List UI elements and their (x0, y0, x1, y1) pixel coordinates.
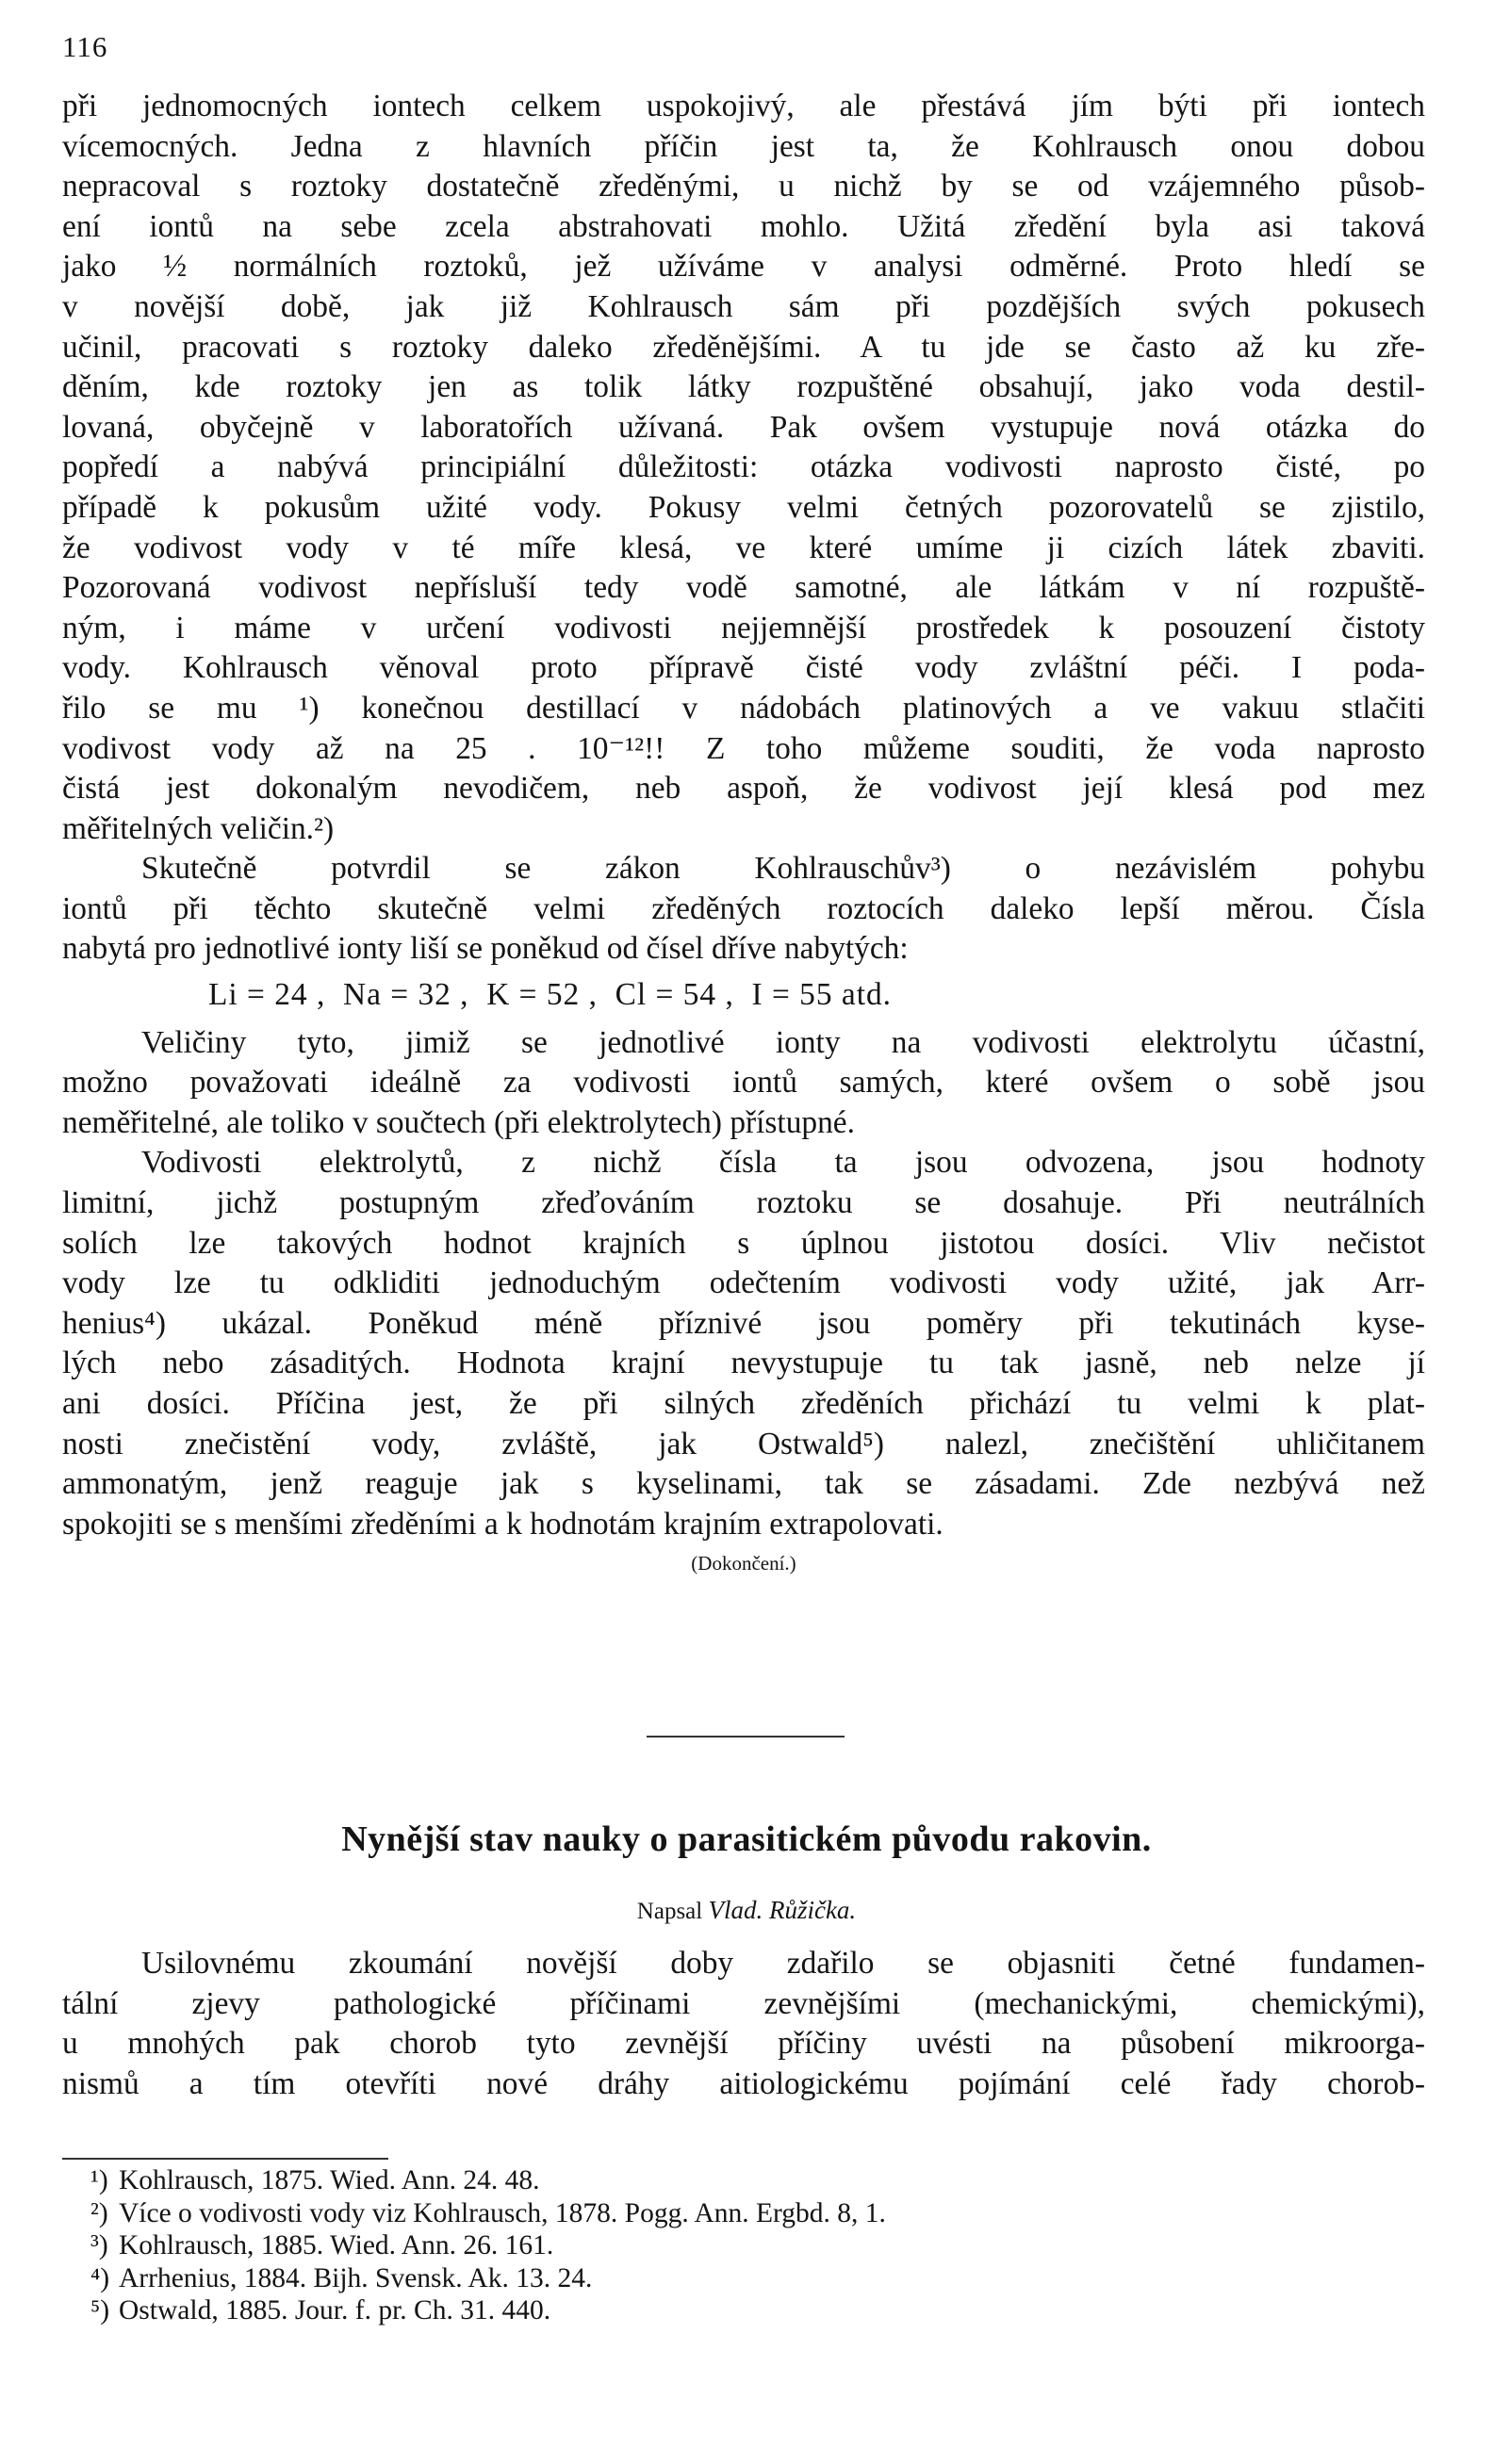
text-line: řilo se mu ¹) konečnou destillací v nádobách platinových a ve vakuu stlačiti (62, 690, 1425, 726)
text-line: ammonatým, jenž reaguje jak s kyselinami, tak se zásadami. Zde nezbývá než (62, 1466, 1425, 1502)
text-line: ani dosíci. Příčina jest, že při silných zředěních přichází tu velmi k plat- (62, 1386, 1425, 1421)
text-line: učinil, pracovati s roztoky daleko zředěnějšími. A tu jde se často až ku zře- (62, 329, 1425, 365)
text-line: nepracoval s roztoky dostatečně zředěnými, u nichž by se od vzájemného působ- (62, 169, 1425, 204)
byline-author: Vlad. Růžička. (708, 1896, 857, 1924)
footnote-marker: ³) (90, 2230, 108, 2260)
text-line: Vodivosti elektrolytů, z nichž čísla ta jsou odvozena, jsou hodnoty (141, 1145, 1425, 1181)
text-line: Veličiny tyto, jimiž se jednotlivé ionty na vodivosti elektrolytu účastní, (141, 1024, 1425, 1060)
text-line: v novější době, jak již Kohlrausch sám při pozdějších svých pokusech (62, 288, 1425, 324)
footnote-marker: ²) (90, 2197, 108, 2228)
footnote-text: Ostwald, 1885. Jour. f. pr. Ch. 31. 440. (119, 2295, 551, 2325)
text-line: spokojiti se s menšími zředěními a k hodnotám krajním extrapolovati. (62, 1506, 943, 1542)
text-line: případě k pokusům užité vody. Pokusy velmi četných pozorovatelů se zjistilo, (62, 489, 1425, 525)
section-divider (647, 1736, 845, 1738)
paragraph-3 (62, 1023, 1425, 1144)
text-line: u mnohých pak chorob tyto zevnější příčiny uvésti na působení mikroorga- (62, 2026, 1425, 2062)
text-line: při jednomocných iontech celkem uspokojivý, ale přestává jím býti při iontech (62, 89, 1425, 123)
text-line: limitní, jichž postupným zřeďováním roztoku se dosahuje. Při neutrálních (62, 1185, 1425, 1221)
text-line: nosti znečistění vody, zvláště, jak Ostwald⁵) nalezl, znečištění uhličitanem (62, 1426, 1425, 1461)
text-line: lovaná, obyčejně v laboratořích užívaná. Pak ovšem vystupuje nová otázka do (62, 409, 1425, 445)
text-line: tální zjevy pathologické příčinami zevnějšími (mechanickými, chemickými), (62, 1985, 1425, 2021)
paragraph-article-1 (62, 1944, 1425, 2104)
paragraph-2 (62, 849, 1425, 970)
text-line: ným, i máme v určení vodivosti nejjemnější prostředek k posouzení čistoty (62, 610, 1425, 645)
byline (0, 1896, 1493, 1925)
footnote-marker: ⁴) (90, 2262, 110, 2293)
text-line: jako ½ normálních roztoků, jež užíváme v analysi odměrné. Proto hledí se (62, 249, 1425, 285)
text-line: nabytá pro jednotlivé ionty liší se poněkud od čísel dříve nabytých: (62, 931, 909, 967)
footnote (90, 2197, 1344, 2230)
article-continuation (62, 87, 1425, 1582)
footnote-text: Arrhenius, 1884. Bijh. Svensk. Ak. 13. 24. (119, 2262, 593, 2293)
end-note: (Dokončení.) (691, 1552, 796, 1575)
paragraph-4 (62, 1143, 1425, 1544)
text-line: Pozorovaná vodivost nepřísluší tedy vodě samotné, ale látkám v ní rozpuště- (62, 570, 1425, 606)
paragraph-1 (62, 87, 1425, 849)
text-line: solích lze takových hodnot krajních s úplnou jistotou dosíci. Vliv nečistot (62, 1225, 1425, 1261)
text-line: vodivost vody až na 25 . 10⁻¹²!! Z toho můžeme souditi, že voda naprosto (62, 730, 1425, 766)
text-line: henius⁴) ukázal. Poněkud méně příznivé jsou poměry při tekutinách kyse- (62, 1305, 1425, 1341)
footnote (90, 2262, 1344, 2295)
text-line: Usilovnému zkoumání novější doby zdařilo se objasniti četné fundamen- (141, 1946, 1425, 1981)
footnote-rule (62, 2158, 388, 2160)
text-line: lých nebo zásaditých. Hodnota krajní nevystupuje tu tak jasně, neb nelze jí (62, 1346, 1425, 1381)
text-line: popředí a nabývá principiální důležitosti: otázka vodivosti naprosto čisté, po (62, 449, 1425, 485)
footnote-marker: ¹) (90, 2165, 108, 2195)
text-line: možno považovati ideálně za vodivosti iontů samých, které ovšem o sobě jsou (62, 1065, 1425, 1101)
text-line: Skutečně potvrdil se zákon Kohlrauschův³) o nezávislém pohybu (141, 851, 1425, 887)
text-line: děním, kde roztoky jen as tolik látky rozpuštěné obsahují, jako voda destil- (62, 369, 1425, 405)
footnote-text: Více o vodivosti vody viz Kohlrausch, 1878. Pogg. Ann. Ergbd. 8, 1. (119, 2197, 886, 2228)
footnote (90, 2294, 1344, 2327)
text-line: ení iontů na sebe zcela abstrahovati mohlo. Užitá zředění byla asi taková (62, 208, 1425, 244)
text-line: měřitelných veličin.²) (62, 810, 335, 846)
text-line: vícemocných. Jedna z hlavních příčin jest ta, že Kohlrausch onou dobou (62, 128, 1425, 164)
text-line: vody lze tu odkliditi jednoduchým odečtením vodivosti vody užité, jak Arr- (62, 1265, 1425, 1301)
text-line: vody. Kohlrausch věnoval proto přípravě čisté vody zvláštní péči. I poda- (62, 650, 1425, 686)
page-number: 116 (62, 30, 108, 63)
byline-prefix: Napsal (636, 1899, 703, 1924)
text-line: že vodivost vody v té míře klesá, ve které umíme ji cizích látek zbaviti. (62, 530, 1425, 565)
text-line: nismů a tím otevříti nové dráhy aitiologickému pojímání celé řady chorob- (62, 2065, 1425, 2101)
footnote-text: Kohlrausch, 1885. Wied. Ann. 26. 161. (119, 2230, 554, 2260)
formula-line: Li = 24 , Na = 32 , K = 52 , Cl = 54 , I = 55 atd. (208, 977, 893, 1013)
text-line: iontů při těchto skutečně velmi zředěných roztocích daleko lepší měrou. Čísla (62, 890, 1425, 926)
ion-values-formula (62, 970, 1425, 1023)
footnote-text: Kohlrausch, 1875. Wied. Ann. 24. 48. (119, 2165, 540, 2195)
footnote (90, 2229, 1344, 2262)
text-line: čistá jest dokonalým nevodičem, neb aspoň, že vodivost její klesá pod mez (62, 771, 1425, 807)
footnote (90, 2164, 1344, 2197)
new-article-body (62, 1944, 1425, 2104)
text-line: neměřitelné, ale toliko v součtech (při elektrolytech) přístupné. (62, 1104, 855, 1140)
article-title: Nynější stav nauky o parasitickém původu rakovin. (341, 1819, 1152, 1859)
footnotes (90, 2164, 1344, 2327)
footnote-marker: ⁵) (90, 2295, 110, 2325)
